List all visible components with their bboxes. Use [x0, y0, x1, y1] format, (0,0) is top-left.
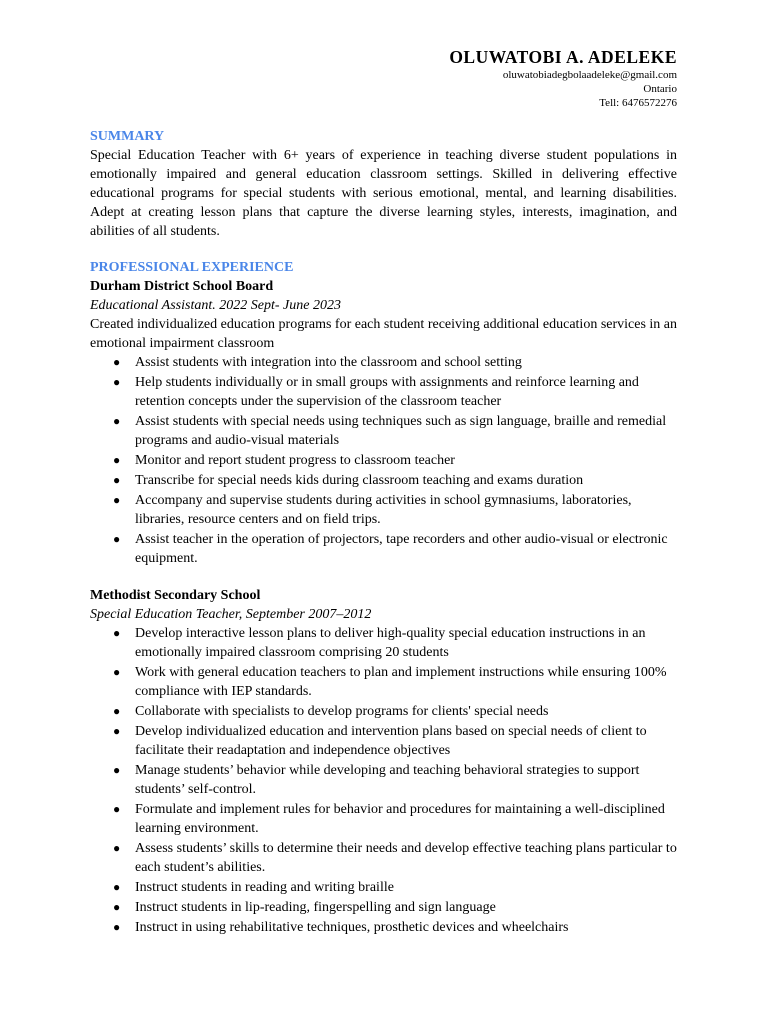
bullet-icon: ●: [113, 473, 121, 487]
location: Ontario: [643, 83, 677, 95]
bullet-icon: ●: [113, 375, 121, 389]
bullet-icon: ●: [113, 414, 121, 428]
list-item: ● Collaborate with specialists to develop programs for clients' special needs: [113, 704, 549, 719]
candidate-name: OLUWATOBI A. ADELEKE: [449, 47, 677, 67]
job-2: [90, 586, 677, 937]
job-1-intro: Created individualized education programs for each student receiving additional education services in an emotional impairment classroom: [90, 317, 678, 351]
job-1-role: Educational Assistant. 2022 Sept- June 2023: [90, 298, 341, 313]
bullet-icon: ●: [113, 724, 121, 738]
list-item: ● Work with general education teachers to plan and implement instructions while ensuring 100% compliance with IEP standards.: [113, 665, 667, 699]
list-item: ● Accompany and supervise students during activities in school gymnasiums, laboratories, libraries, resource centers and on field trips.: [113, 493, 632, 527]
list-item: ● Manage students’ behavior while developing and teaching behavioral strategies to support students’ self-control.: [113, 763, 640, 797]
list-item: ● Formulate and implement rules for behavior and procedures for maintaining a well-disciplined learning environment.: [113, 802, 665, 836]
job-1-bullet-list: [90, 353, 677, 568]
bullet-icon: ●: [113, 900, 121, 914]
bullet-icon: ●: [113, 493, 121, 507]
list-item: ● Assist students with special needs using techniques such as sign language, braille and remedial programs and audio-visual materials: [113, 414, 667, 448]
resume-header: [90, 46, 677, 110]
bullet-icon: ●: [113, 626, 121, 640]
bullet-icon: ●: [113, 763, 121, 777]
summary-heading: SUMMARY: [90, 129, 165, 144]
summary-text: Special Education Teacher with 6+ years of experience in teaching diverse student populations in emotionally impaired and general education classroom settings. Skilled in delivering effective educational programs for special students with serious emotional, mental, and learning disabilities. Adept at creating lesson plans that capture the diverse learning styles, interests, imagination, and abilities of all students.: [90, 148, 677, 239]
bullet-icon: ●: [113, 453, 121, 467]
phone-number: Tell: 6476572276: [599, 97, 677, 109]
bullet-icon: ●: [113, 665, 121, 679]
job-2-bullet-list: [90, 624, 677, 937]
job-2-role: Special Education Teacher, September 2007–2012: [90, 607, 372, 622]
bullet-icon: ●: [113, 841, 121, 855]
bullet-icon: ●: [113, 355, 121, 369]
list-item: ● Monitor and report student progress to classroom teacher: [113, 453, 455, 468]
bullet-icon: ●: [113, 704, 121, 718]
list-item: ● Instruct students in reading and writing braille: [113, 880, 394, 895]
list-item: ● Assess students’ skills to determine their needs and develop effective teaching plans particular to each student’s abilities.: [113, 841, 677, 875]
list-item: ● Develop individualized education and intervention plans based on special needs of client to facilitate their readaptation and independence objectives: [113, 724, 647, 758]
bullet-icon: ●: [113, 802, 121, 816]
list-item: ● Instruct in using rehabilitative techniques, prosthetic devices and wheelchairs: [113, 920, 569, 935]
job-1-organization: Durham District School Board: [90, 279, 274, 294]
list-item: ● Assist students with integration into the classroom and school setting: [113, 355, 522, 370]
bullet-icon: ●: [113, 920, 121, 934]
list-item: ● Develop interactive lesson plans to deliver high-quality special education instructions in an emotionally impaired classroom comprising 20 students: [113, 626, 646, 660]
list-item: ● Help students individually or in small groups with assignments and reinforce learning and retention concepts under the supervision of the classroom teacher: [113, 375, 639, 409]
job-2-organization: Methodist Secondary School: [90, 588, 261, 603]
list-item: ● Transcribe for special needs kids during classroom teaching and exams duration: [113, 473, 584, 488]
experience-heading: PROFESSIONAL EXPERIENCE: [90, 260, 294, 275]
email-address: oluwatobiadegbolaadeleke@gmail.com: [502, 69, 677, 81]
bullet-icon: ●: [113, 880, 121, 894]
bullet-icon: ●: [113, 532, 121, 546]
list-item: ● Assist teacher in the operation of projectors, tape recorders and other audio-visual or electronic equipment.: [113, 532, 668, 566]
job-1: [90, 277, 677, 568]
list-item: ● Instruct students in lip-reading, fingerspelling and sign language: [113, 900, 496, 915]
